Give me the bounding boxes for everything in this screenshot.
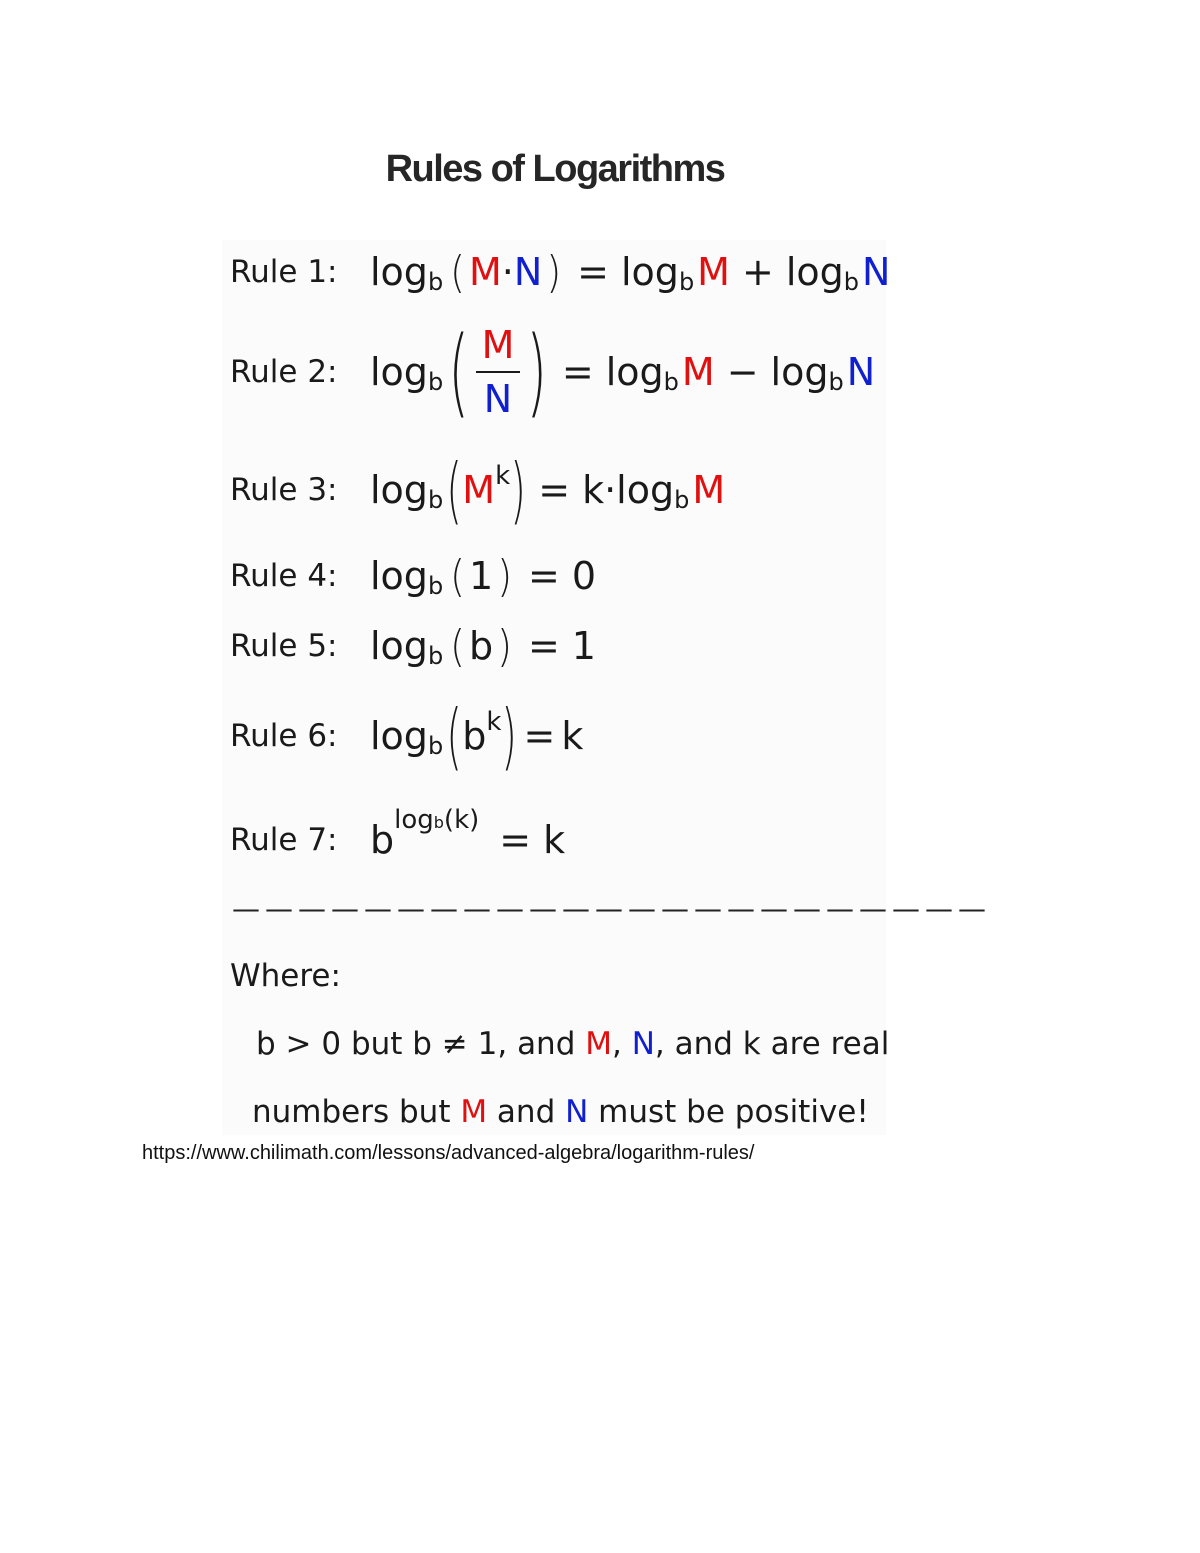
rule-2-label: Rule 2: (230, 354, 338, 390)
rule-5 (230, 596, 596, 696)
rule-5-formula: log b ( b ) = 1 (370, 620, 596, 672)
rule-1-label: Rule 1: (230, 254, 338, 290)
page-title: Rules of Logarithms (385, 148, 725, 190)
rule-7-label: Rule 7: (230, 822, 338, 858)
rule-4-formula: log b ( 1 ) = 0 (370, 550, 597, 602)
source-url: https://www.chilimath.com/lessons/advanced-algebra/logarithm-rules/ (142, 1142, 755, 1164)
rule-1-formula: log b ( M · N ) = log b M + log b N (370, 246, 891, 298)
rule-6 (230, 686, 583, 786)
rule-1 (230, 222, 890, 322)
rule-4-label: Rule 4: (230, 558, 338, 594)
rule-3 (230, 440, 725, 540)
rule-3-label: Rule 3: (230, 472, 338, 508)
rule-7 (230, 790, 565, 890)
condition-line-1: b > 0 but b ≠ 1, and M, N, and k are real (256, 1026, 890, 1062)
rule-5-label: Rule 5: (230, 628, 338, 664)
rule-6-formula: log b ( b k ) = k (370, 694, 584, 778)
where-label: Where: (230, 958, 341, 994)
rule-3-formula: log b ( M k ) = k·log b M (370, 448, 726, 532)
rule-6-label: Rule 6: (230, 718, 338, 754)
divider: ——————————————————————— (232, 892, 991, 925)
condition-line-2: numbers but M and N must be positive! (252, 1094, 869, 1130)
rule-2-formula: log b ( $\frac{M}{N}$ ) = log b M − log b N (370, 316, 876, 428)
rule-7-formula: b logb(k) = k (370, 805, 566, 862)
rule-2 (230, 316, 876, 428)
